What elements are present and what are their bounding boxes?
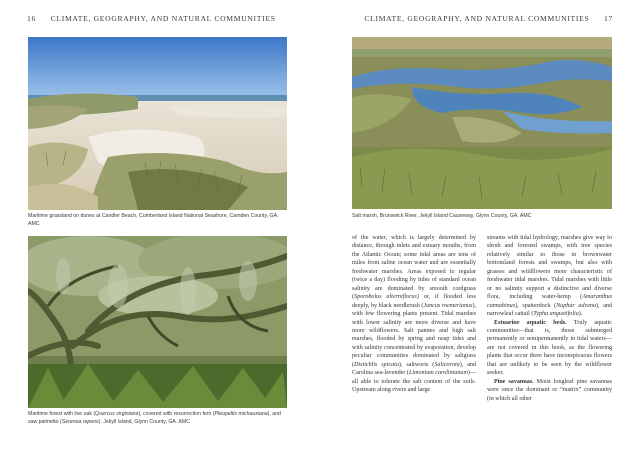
- col2-paragraph-pine: Pine savannas. Moist longleaf pine savannas were once the dominant or “matrix” community (in which all other: [487, 378, 612, 402]
- right-page-number: 17: [604, 14, 613, 23]
- forest-photo-caption: Maritime forest with live oak (Quercus virginiana), covered with resurrection fern (Pleopeltis michauxiana), and saw palmetto (Serenoa repens). Jekyll Island, Glynn County, GA. AMC: [28, 411, 281, 425]
- body-column-1: [352, 234, 476, 395]
- pine-savannas-heading: Pine savannas.: [494, 378, 534, 385]
- col2-paragraph-estuarine: Estuarine aquatic beds. Truly aquatic communities—that is, those submerged permanently or semipermanently in tidal waters—are not covered in this book, as the flowering plants that occur there have inconspicuous flowers that are unlikely to be seen by the wildflower seeker.: [487, 319, 612, 377]
- right-running-head: [364, 14, 613, 23]
- salt-marsh-caption: Salt marsh, Brunswick River, Jekyll Island Causeway, Glynn County, GA. AMC: [352, 213, 532, 219]
- right-running-title: CLIMATE, GEOGRAPHY, AND NATURAL COMMUNITIES: [364, 14, 590, 23]
- col1-paragraph: of the water, which is largely determined by distance, through inlets and estuary mouths, from the Atlantic Ocean; some tidal areas are tens of miles from saline ocean water and are essentially freshwater marshes. Areas exposed to regular (twice a day) flooding by tides of standard ocean salinity are dominated by smooth cordgrass (Sporobolus alterniflorus) or, if flooded less deeply, by black needlerush (Juncus roemerianus), with few flowering plants present. Tidal marshes with lower salinity are more diverse and have more wildflowers. Salt pannes and high salt marshes, flooded by spring and neap tides and with salinity concentrated by evaporation, develop peculiar communities dominated by saltgrass (Distichlis spicata), saltworts (Salicornia), and Carolina sea-lavender (Limonium carolinianum)—all able to tolerate the salt content of the soils. Upstream along rivers and large: [352, 235, 476, 394]
- body-column-2: [487, 234, 612, 403]
- estuarine-heading: Estuarine aquatic beds.: [494, 319, 567, 326]
- salt-marsh-photo: [352, 37, 612, 209]
- left-running-title: CLIMATE, GEOGRAPHY, AND NATURAL COMMUNITIES: [50, 14, 276, 23]
- left-running-head: [27, 14, 276, 23]
- dune-grassland-photo: [28, 37, 287, 210]
- maritime-forest-photo: [28, 236, 287, 408]
- left-page-number: 16: [27, 14, 36, 23]
- right-page: [320, 0, 640, 459]
- col2-paragraph-1: streams with tidal hydrology, marshes give way to shrub and forested swamps, with tree species relatively similar to those in brownwater bottomland forests and swamps, but also with grasses and wildflowers more characteristic of freshwater tidal marshes. Tidal marshes with little or no salinity support a distinctive and diverse flora, including water-hemp (Amaranthus cannabinus), spatterdock (Nuphar advena), and narrowleaf cattail (Typha angustifolia).: [487, 235, 613, 318]
- dune-photo-caption: Maritime grassland on dunes at Candler Beach, Cumberland Island National Seashore, Camden County, GA. AMC: [28, 213, 279, 227]
